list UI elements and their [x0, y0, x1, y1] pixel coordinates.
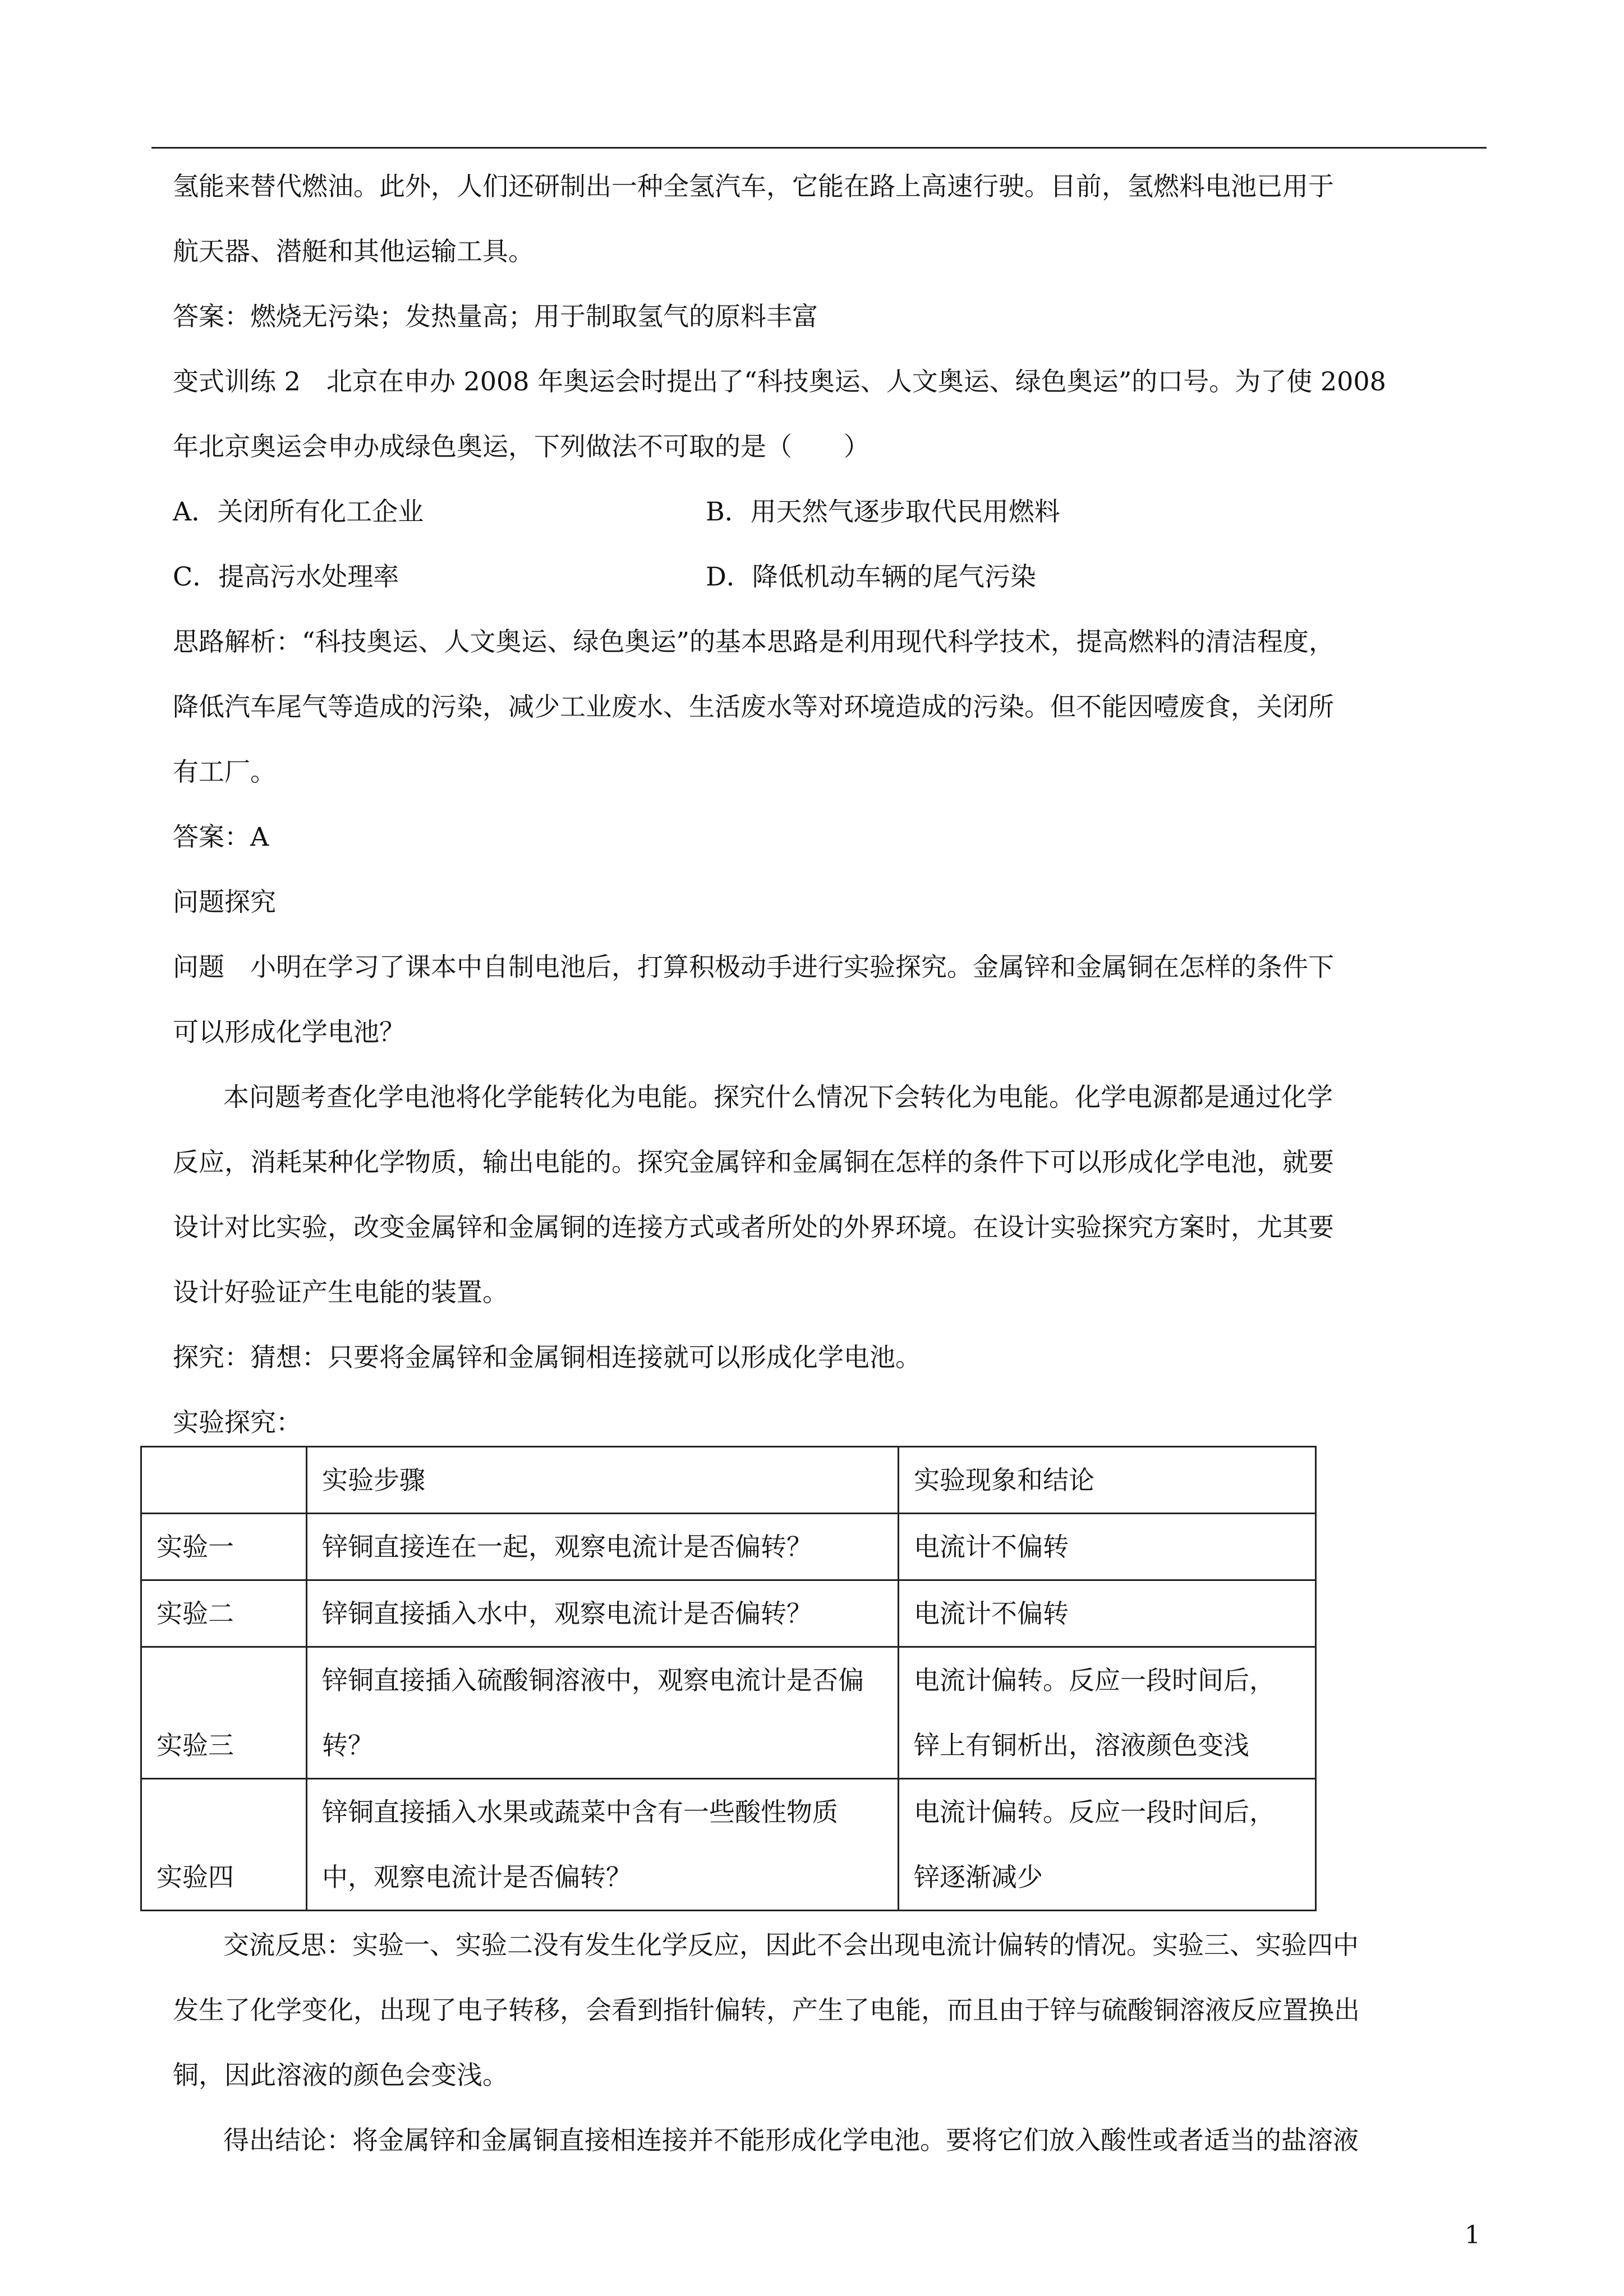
text-line: 本问题考查化学电池将化学能转化为电能。探究什么情况下会转化为电能。化学电源都是通过化学 — [223, 1082, 1333, 1112]
answer-line: 答案：A — [173, 822, 269, 852]
text-line: 航天器、潜艇和其他运输工具。 — [173, 236, 534, 266]
text-line: 探究：猜想：只要将金属锌和金属铜相连接就可以形成化学电池。 — [173, 1342, 921, 1372]
text-line: 氢能来替代燃油。此外，人们还研制出一种全氢汽车，它能在路上高速行驶。目前，氢燃料电池已用于 — [173, 171, 1334, 201]
table-cell: 电流计不偏转 — [899, 1514, 1316, 1580]
table-row — [141, 1514, 1316, 1580]
table-header-row — [141, 1447, 1316, 1514]
table-cell: 锌铜直接插入水果或蔬菜中含有一些酸性物质中，观察电流计是否偏转？ — [307, 1779, 899, 1911]
option-c: C．提高污水处理率 — [173, 561, 399, 592]
table-cell: 实验现象和结论 — [899, 1447, 1316, 1514]
page-number: 1 — [1465, 2221, 1480, 2249]
text-line: 变式训练 2 北京在申办 2008 年奥运会时提出了“科技奥运、人文奥运、绿色奥运”的口号。为了使 2008 — [173, 366, 1386, 397]
text-line: 反应，消耗某种化学物质，输出电能的。探究金属锌和金属铜在怎样的条件下可以形成化学电池，就要 — [173, 1147, 1334, 1177]
table-row — [141, 1647, 1316, 1779]
table-cell: 实验步骤 — [307, 1447, 899, 1514]
text-line: 实验探究： — [173, 1407, 302, 1437]
table-row — [141, 1779, 1316, 1911]
text-line: 问题 小明在学习了课本中自制电池后，打算积极动手进行实验探究。金属锌和金属铜在怎样的条件下 — [173, 952, 1334, 982]
header-rule — [151, 147, 1487, 149]
text-line: 铜，因此溶液的颜色会变浅。 — [173, 2060, 508, 2090]
text-line: 交流反思：实验一、实验二没有发生化学反应，因此不会出现电流计偏转的情况。实验三、实验四中 — [223, 1930, 1359, 1960]
table-cell: 实验三 — [141, 1647, 307, 1779]
table-cell: 锌铜直接插入硫酸铜溶液中，观察电流计是否偏转？ — [307, 1647, 899, 1779]
text-line: 发生了化学变化，出现了电子转移，会看到指针偏转，产生了电能，而且由于锌与硫酸铜溶液反应置换出 — [173, 1995, 1360, 2025]
table-cell: 电流计不偏转 — [899, 1580, 1316, 1647]
table-cell — [141, 1447, 307, 1514]
table-cell: 锌铜直接插入水中，观察电流计是否偏转？ — [307, 1580, 899, 1647]
table-cell: 实验二 — [141, 1580, 307, 1647]
option-b: B．用天然气逐步取代民用燃料 — [706, 496, 1060, 527]
text-line: 思路解析：“科技奥运、人文奥运、绿色奥运”的基本思路是利用现代科学技术，提高燃料的清洁程度， — [173, 626, 1335, 657]
text-line: 设计对比实验，改变金属锌和金属铜的连接方式或者所处的外界环境。在设计实验探究方案时，尤其要 — [173, 1212, 1334, 1242]
section-heading: 问题探究 — [173, 887, 276, 917]
table-cell: 电流计偏转。反应一段时间后，锌上有铜析出，溶液颜色变浅 — [899, 1647, 1316, 1779]
text-line: 可以形成化学电池？ — [173, 1017, 405, 1047]
text-line: 得出结论：将金属锌和金属铜直接相连接并不能形成化学电池。要将它们放入酸性或者适当的盐溶液 — [223, 2125, 1359, 2155]
table-cell: 电流计偏转。反应一段时间后，锌逐渐减少 — [899, 1779, 1316, 1911]
experiment-table — [140, 1446, 1317, 1911]
option-d: D．降低机动车辆的尾气污染 — [706, 561, 1036, 592]
text-line: 降低汽车尾气等造成的污染，减少工业废水、生活废水等对环境造成的污染。但不能因噎废食，关闭所 — [173, 691, 1334, 722]
text-line: 年北京奥运会申办成绿色奥运，下列做法不可取的是（ ） — [173, 431, 869, 462]
option-a: A．关闭所有化工企业 — [173, 496, 424, 527]
table-cell: 实验四 — [141, 1779, 307, 1911]
text-line: 有工厂。 — [173, 757, 276, 787]
table-cell: 实验一 — [141, 1514, 307, 1580]
text-line: 设计好验证产生电能的装置。 — [173, 1277, 508, 1307]
table-cell: 锌铜直接连在一起，观察电流计是否偏转？ — [307, 1514, 899, 1580]
table-row — [141, 1580, 1316, 1647]
answer-line: 答案：燃烧无污染；发热量高；用于制取氢气的原料丰富 — [173, 301, 818, 331]
